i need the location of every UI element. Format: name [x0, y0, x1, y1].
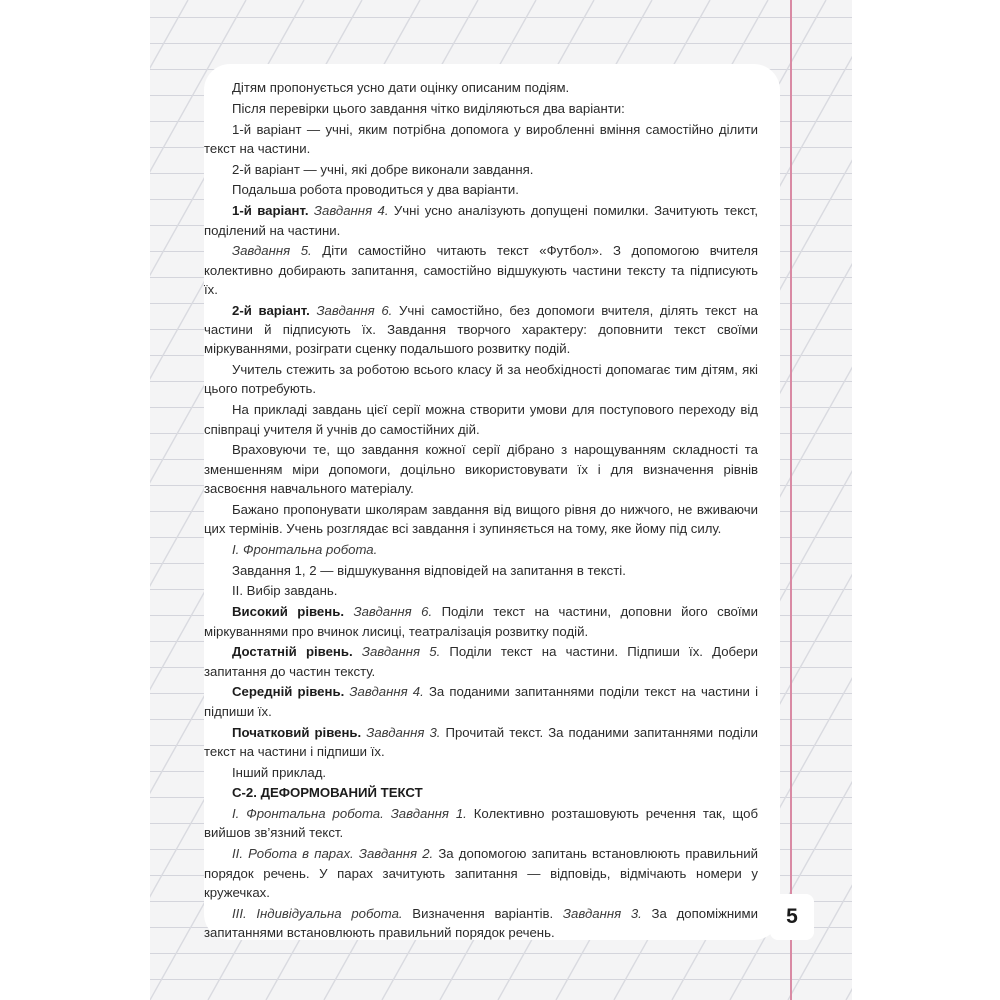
paragraph [204, 581, 758, 600]
italic-run: І. Фронтальна робота. Завдання 1. [232, 806, 467, 822]
bold-run: 1-й варіант. [232, 203, 309, 219]
text-run: Учні самостійно, без допомоги вчителя, ділять текст на частини й підписують їх. Завдання творчого характеру: доповнити текст своїми міркуваннями, розіграти сценку подальшого розвитку подій. [204, 302, 759, 357]
paragraph [204, 440, 758, 498]
text-run: Визначення варіантів. [402, 905, 563, 921]
paragraph [204, 99, 758, 118]
slant-line [788, 0, 852, 1000]
bold-run: Достатній рівень. [232, 644, 353, 660]
italic-run: Завдання 5. [232, 243, 312, 259]
text-run: Прочитай текст. За поданими запитаннями поділи текст на частини і підпиши їх. [204, 724, 758, 759]
italic-run: Завдання 4. [349, 684, 424, 700]
paragraph [204, 160, 758, 179]
text-run: Бажано пропонувати школярам завдання від вищого рівня до нижчого, не вживаючи цих термінів. Учень розглядає всі завдання і зупиняється на тому, яке йому під силу. [204, 501, 758, 537]
paragraph [204, 120, 758, 159]
paragraph [204, 301, 758, 359]
bold-run: С-2. ДЕФОРМОВАНИЙ ТЕКСТ [232, 785, 423, 801]
bold-run: Середній рівень. [232, 684, 345, 700]
paragraph [204, 723, 758, 762]
paragraph [204, 602, 758, 641]
text-run [353, 644, 362, 659]
italic-run: Завдання 6. [353, 604, 433, 620]
text-run: За поданими запитаннями поділи текст на частини і підпиши їх. [204, 684, 758, 719]
bold-run: Високий рівень. [232, 604, 345, 620]
bold-run: 2-й варіант. [232, 302, 310, 318]
margin-line [790, 0, 792, 1000]
paragraph [204, 500, 758, 539]
text-run: Колективно розташовують речення так, щоб вийшов зв’язний текст. [204, 806, 758, 841]
paragraph [204, 180, 758, 199]
text-run: Враховуючи те, що завдання кожної серії дібрано з нарощуванням складності та зменшенням міри допомоги, доцільно використовувати їх і для визначення рівнів засвоєння навчального матеріалу. [204, 442, 758, 496]
text-run: Інший приклад. [232, 764, 327, 780]
paragraph [204, 844, 758, 902]
italic-run: Завдання 3. [366, 724, 441, 740]
text-run: На прикладі завдань цієї серії можна створити умови для поступового переходу від співпраці учителя й учнів до самостійних дій. [204, 402, 758, 437]
italic-run: ІІІ. Індивідуальна робота. [232, 905, 403, 921]
paragraph [204, 642, 758, 681]
paragraph [204, 540, 758, 559]
paragraph [204, 904, 758, 943]
text-run: Подальша робота проводиться у два варіанти. [232, 182, 519, 198]
text-run: Поділи текст на частини, доповни його своїми міркуваннями про вчинок лисиці, театралізація розвитку подій. [204, 604, 758, 639]
paragraph [204, 201, 758, 240]
italic-run: ІІ. Робота в парах. Завдання 2. [232, 846, 434, 862]
slant-line [846, 0, 852, 1000]
slant-line [150, 0, 188, 1000]
bold-run: Початковий рівень. [232, 724, 362, 740]
paragraph [204, 241, 758, 299]
text-run: Після перевірки цього завдання чітко виділяються два варіанти: [232, 100, 625, 116]
page-text [204, 78, 758, 944]
text-run: 2-й варіант — учні, які добре виконали завдання. [232, 161, 534, 177]
text-run: Дітям пропонується усно дати оцінку описаним подіям. [232, 80, 570, 95]
paragraph [204, 78, 758, 97]
text-run: Завдання 1, 2 — відшукування відповідей на запитання в тексті. [232, 562, 626, 578]
paragraph [204, 763, 758, 782]
paragraph [204, 360, 758, 399]
text-run: Учні усно аналізують допущені помилки. Зачитують текст, поділений на частини. [204, 203, 758, 238]
text-run: За допоміжними запитаннями встановлюють правильний порядок речень. [204, 905, 758, 940]
italic-run: Завдання 6. [316, 302, 393, 318]
paragraph [204, 561, 758, 580]
paragraph [204, 783, 758, 802]
italic-run: Завдання 3. [562, 905, 642, 921]
text-run: 1-й варіант — учні, яким потрібна допомога у виробленні вміння самостійно ділити текст на частини. [204, 121, 758, 156]
text-run: За допомогою запитань встановлюють правильний порядок речень. У парах зачитують запитання — відповідь, відмічають номери у кружечках. [204, 846, 758, 900]
italic-run: Завдання 4. [313, 203, 389, 219]
text-run: Учитель стежить за роботою всього класу й за необхідності допомагає тим дітям, які цього потребують. [204, 362, 758, 397]
paragraph [204, 804, 758, 843]
text-run: ІІ. Вибір завдань. [232, 583, 338, 599]
page-number: 5 [770, 894, 814, 940]
italic-run: І. Фронтальна робота. [232, 541, 378, 557]
text-run: Діти самостійно читають текст «Футбол». З допомогою вчителя колективно добирають запитання, самостійно відшукують частини тексту та підписують їх. [204, 243, 758, 297]
text-run: Поділи текст на частини. Підпиши їх. Добери запитання до частин тексту. [204, 644, 758, 679]
paragraph [204, 400, 758, 439]
paragraph [204, 682, 758, 721]
italic-run: Завдання 5. [361, 644, 441, 660]
